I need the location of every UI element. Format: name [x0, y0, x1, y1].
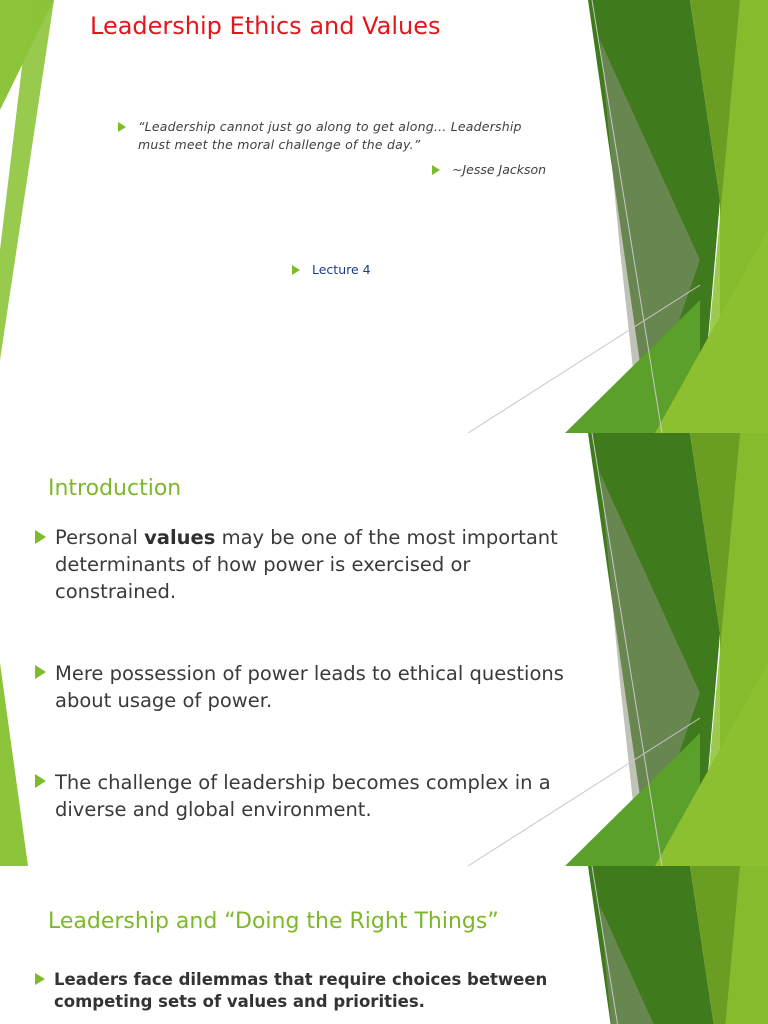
bullet-text-part: Personal	[55, 526, 145, 549]
bullet-text: Mere possession of power leads to ethical questions about usage of power.	[55, 662, 564, 712]
bullet-text: Leaders face dilemmas that require choices between competing sets of values and priorities.	[54, 970, 548, 1011]
bullet-bold-word: values	[144, 526, 216, 549]
bullet-icon	[35, 973, 45, 985]
bullet-text: The challenge of leadership becomes complex in a diverse and global environment.	[55, 771, 551, 821]
bullet-icon	[292, 265, 300, 275]
slide-decoration	[0, 0, 768, 433]
bullet-icon	[35, 665, 46, 679]
bullet-icon	[118, 122, 126, 132]
bullet-icon	[35, 774, 46, 788]
slide-title: Leadership and “Doing the Right Things”	[48, 909, 499, 934]
slide-title: Leadership Ethics and Values	[90, 12, 441, 40]
slide-title: Introduction	[48, 476, 182, 501]
bullet-text	[55, 524, 595, 605]
slide-1	[0, 0, 768, 433]
quote-author: ~Jesse Jackson	[452, 162, 547, 177]
bullet-icon	[432, 165, 440, 175]
bullet-text-part: may be one of the most important determinants of how power is exercised or constrained.	[55, 526, 558, 603]
quote-text: “Leadership cannot just go along to get along… Leadership must meet the moral challenge of the day.”	[138, 119, 522, 152]
left-green-strip	[0, 663, 28, 866]
lecture-label: Lecture 4	[312, 262, 371, 277]
quote	[118, 118, 538, 154]
bullet-icon	[35, 530, 46, 544]
